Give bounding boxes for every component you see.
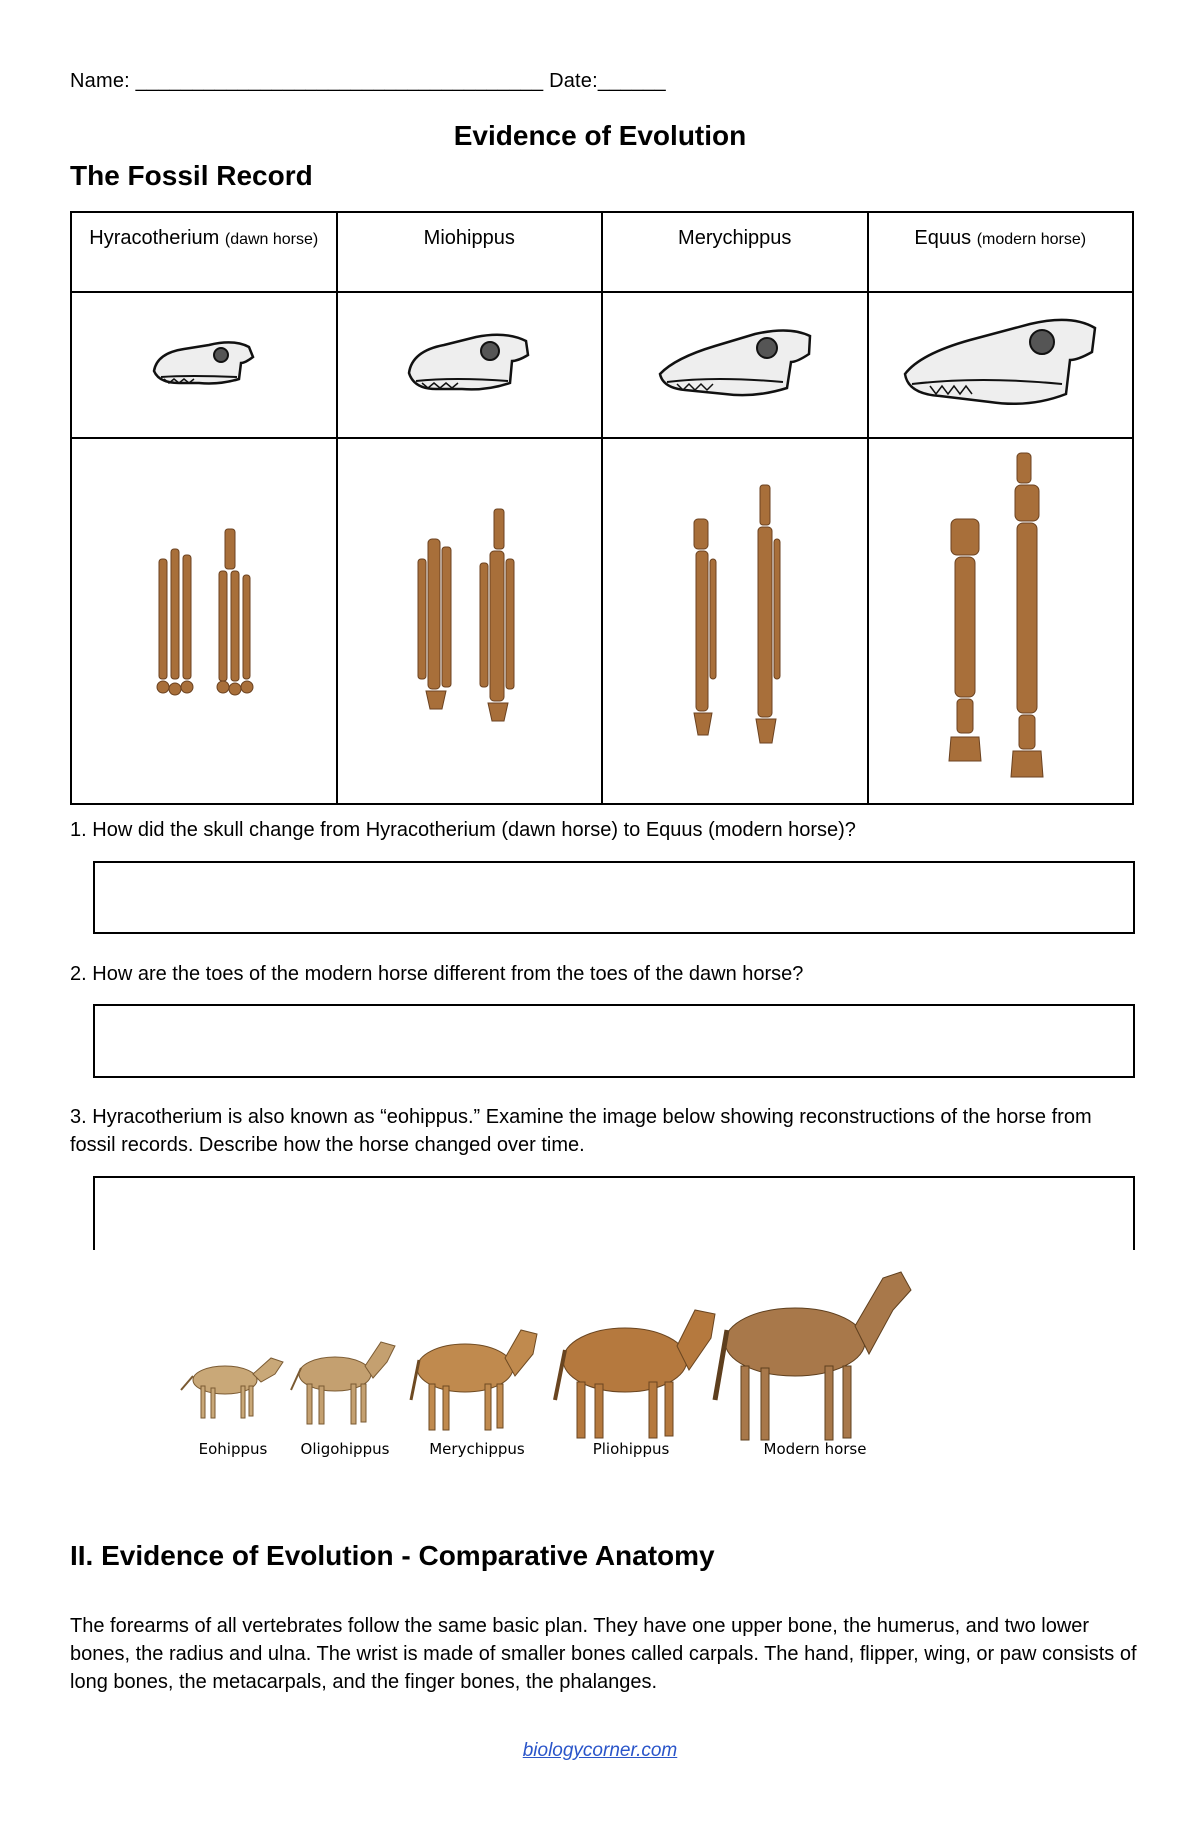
horse-captions	[199, 1440, 867, 1458]
question-number: 1.	[70, 819, 87, 841]
comparative-anatomy-paragraph: The forearms of all vertebrates follow the same basic plan. They have one upper bone, the humerus, and two lower bones, the radius and ulna. The wrist is made of smaller bones called carpals. The hand, flipper, wing, or paw consists of long bones, the metacarpals, and the finger bones, the phalanges.	[70, 1615, 1137, 1693]
answer-box-3[interactable]	[93, 1176, 1135, 1250]
question-3	[70, 1103, 1140, 1159]
column-name: Miohippus	[423, 227, 515, 249]
question-text: Hyracotherium is also known as “eohippus.” Examine the image below showing reconstructions of the horse from fossil records. Describe how the horse changed over time.	[70, 1106, 1092, 1156]
table-header-cell	[602, 212, 868, 292]
horse-evolution-image	[175, 1250, 1035, 1460]
section-title-fossil-record: The Fossil Record	[70, 160, 313, 191]
equus-leg-bones-image	[925, 449, 1075, 789]
hyracotherium-skull-image	[149, 333, 259, 393]
caption-oligohippus: Oligohippus	[300, 1440, 390, 1458]
merychippus-skull-image	[655, 318, 815, 408]
footer-link[interactable]: biologycorner.com	[522, 1740, 678, 1761]
merychippus-figure	[411, 1330, 537, 1430]
leg-cell	[337, 438, 603, 804]
name-date-line	[70, 70, 666, 93]
column-name: Hyracotherium	[89, 227, 220, 249]
skull-cell	[602, 292, 868, 438]
caption-modern-horse: Modern horse	[763, 1440, 867, 1458]
oligohippus-figure	[291, 1342, 395, 1424]
column-name: Equus	[914, 227, 972, 249]
name-label: Name:	[70, 70, 130, 92]
eohippus-figure	[181, 1358, 283, 1418]
fossil-record-table	[70, 211, 1134, 805]
question-number: 3.	[70, 1106, 87, 1128]
equus-skull-image	[900, 308, 1100, 418]
question-number: 2.	[70, 963, 87, 985]
skull-cell	[71, 292, 337, 438]
hyracotherium-leg-bones-image	[129, 519, 279, 719]
table-header-cell	[71, 212, 337, 292]
question-2	[70, 960, 803, 988]
pliohippus-figure	[555, 1310, 715, 1438]
merychippus-leg-bones-image	[660, 479, 810, 759]
section-title-comparative-anatomy: II. Evidence of Evolution - Comparative Anatomy	[70, 1540, 715, 1571]
leg-cell	[71, 438, 337, 804]
question-text: How are the toes of the modern horse different from the toes of the dawn horse?	[92, 963, 804, 985]
caption-merychippus: Merychippus	[429, 1440, 525, 1458]
leg-cell	[868, 438, 1134, 804]
caption-pliohippus: Pliohippus	[592, 1440, 670, 1458]
skull-cell	[868, 292, 1134, 438]
column-name: Merychippus	[678, 227, 792, 249]
table-header-row	[71, 212, 1133, 292]
page-title: Evidence of Evolution	[453, 120, 747, 151]
answer-box-2[interactable]	[93, 1004, 1135, 1078]
modern-horse-figure	[715, 1272, 911, 1440]
leg-row	[71, 438, 1133, 804]
leg-cell	[602, 438, 868, 804]
name-blank[interactable]: ____________________________________	[135, 70, 544, 92]
answer-box-1[interactable]	[93, 861, 1135, 934]
miohippus-leg-bones-image	[394, 499, 544, 739]
skull-row	[71, 292, 1133, 438]
column-note: (dawn horse)	[224, 231, 319, 248]
skull-cell	[337, 292, 603, 438]
table-header-cell	[868, 212, 1134, 292]
caption-eohippus: Eohippus	[198, 1440, 268, 1458]
question-text: How did the skull change from Hyracotherium (dawn horse) to Equus (modern horse)?	[92, 819, 856, 841]
date-label: Date:	[549, 70, 598, 92]
date-blank[interactable]: ______	[597, 70, 666, 92]
table-header-cell	[337, 212, 603, 292]
miohippus-skull-image	[404, 323, 534, 403]
column-note: (modern horse)	[976, 231, 1087, 248]
question-1	[70, 816, 856, 844]
